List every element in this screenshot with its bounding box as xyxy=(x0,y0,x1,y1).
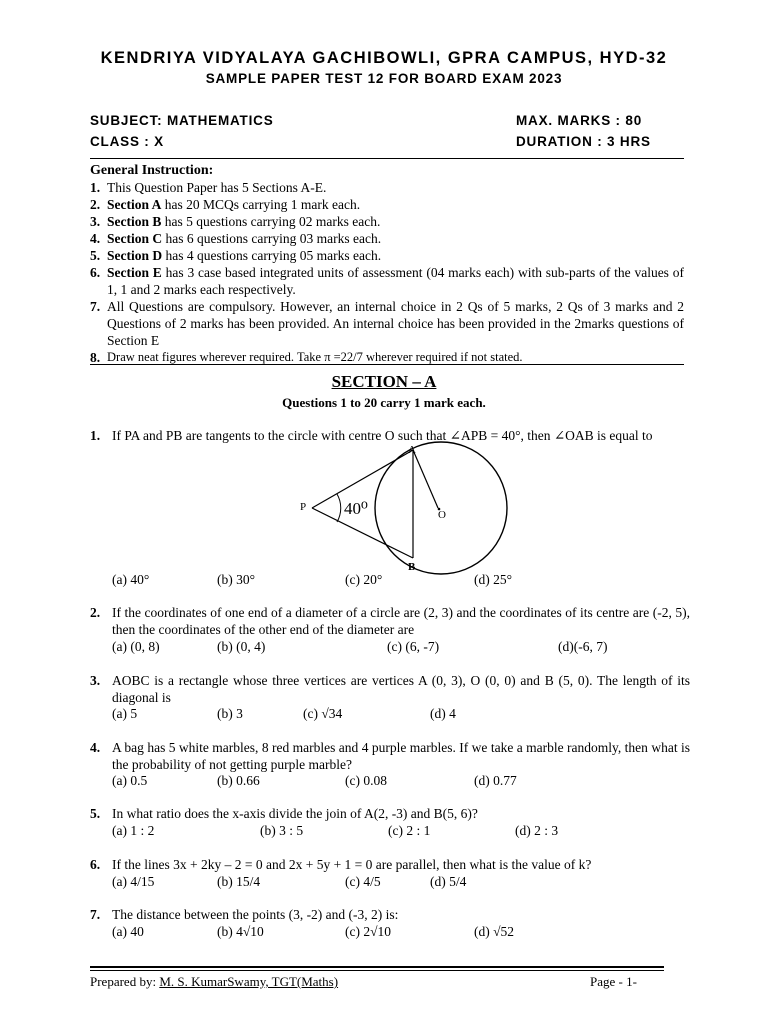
question-text: In what ratio does the x-axis divide the join of A(2, -3) and B(5, 6)? xyxy=(112,806,478,821)
label-o: O xyxy=(438,509,446,521)
option-d: (d) √52 xyxy=(474,924,515,939)
question-text: The distance between the points (3, -2) and (-3, 2) is: xyxy=(112,907,399,922)
option-a: (a) 4/15 xyxy=(112,874,155,889)
question-7: 7. The distance between the points (3, -2) and (-3, 2) is: xyxy=(90,907,690,924)
question-text: If PA and PB are tangents to the circle with centre O such that ∠APB = 40°, then ∠OAB is equal to xyxy=(112,428,653,443)
question-text: If the lines 3x + 2ky – 2 = 0 and 2x + 5y + 1 = 0 are parallel, then what is the value of k? xyxy=(112,857,592,872)
option-a: (a) 0.5 xyxy=(112,773,148,788)
instruction-item: 5. Section D has 4 questions carrying 05 marks each. xyxy=(90,248,382,263)
option-d: (d) 2 : 3 xyxy=(515,823,559,838)
option-c: (c) 2√10 xyxy=(345,924,392,939)
instruction-item: 8. Draw neat figures wherever required. Take π =22/7 wherever required if not stated. xyxy=(90,350,523,365)
footer-divider-thin xyxy=(90,970,664,971)
option-c: (c) 2 : 1 xyxy=(388,823,431,838)
subject-label: SUBJECT: MATHEMATICS xyxy=(90,113,274,128)
option-d: (d) 25° xyxy=(474,572,513,587)
question-5: 5. In what ratio does the x-axis divide the join of A(2, -3) and B(5, 6)? xyxy=(90,806,690,823)
question-6: 6. If the lines 3x + 2ky – 2 = 0 and 2x + 5y + 1 = 0 are parallel, then what is the value of k? xyxy=(90,857,690,874)
footer-prepared-by: Prepared by: M. S. KumarSwamy, TGT(Maths) xyxy=(90,974,339,989)
option-d: (d) 0.77 xyxy=(474,773,517,788)
option-a: (a) 40° xyxy=(112,572,150,587)
page-number: Page - 1- xyxy=(590,974,637,989)
header-divider xyxy=(90,158,684,159)
question-text: A bag has 5 white marbles, 8 red marbles and 4 purple marbles. If we take a marble randomly, then what is the probability of not getting purple marble? xyxy=(112,740,690,772)
question-4: 4. A bag has 5 white marbles, 8 red marbles and 4 purple marbles. If we take a marble randomly, then what is the probability of not getting purple marble? xyxy=(90,740,690,772)
section-title: SECTION – A xyxy=(331,372,437,391)
instruction-item: 2. Section A has 20 MCQs carrying 1 mark each. xyxy=(90,197,361,212)
question-text: If the coordinates of one end of a diameter of a circle are (2, 3) and the coordinates of its centre are (-2, 5), then the coordinates of the other end of the diameter are xyxy=(112,605,690,637)
question-3: 3. AOBC is a rectangle whose three vertices are vertices A (0, 3), O (0, 0) and B (5, 0). The length of its diagonal is xyxy=(90,673,690,705)
instruction-item: 6. Section E has 3 case based integrated units of assessment (04 marks each) with sub-parts of the values of 1, 1 and 2 marks each respectively. xyxy=(90,265,684,297)
instruction-item: 4. Section C has 6 questions carrying 03 marks each. xyxy=(90,231,382,246)
option-b: (b) 30° xyxy=(217,572,256,587)
instructions-title: General Instruction: xyxy=(90,163,214,178)
circle xyxy=(375,442,507,574)
option-c: (c) (6, -7) xyxy=(387,639,440,654)
option-b: (b) 0.66 xyxy=(217,773,260,788)
option-c: (c) 4/5 xyxy=(345,874,381,889)
option-a: (a) 40 xyxy=(112,924,144,939)
author-name: M. S. KumarSwamy, TGT(Maths) xyxy=(159,974,339,989)
question-2: 2. If the coordinates of one end of a diameter of a circle are (2, 3) and the coordinates of its centre are (-2, 5), then the coordinates of the other end of the diameter are xyxy=(90,605,690,637)
question-1: 1. If PA and PB are tangents to the circle with centre O such that ∠APB = 40°, then ∠OAB is equal to xyxy=(90,428,690,445)
option-a: (a) 5 xyxy=(112,706,138,721)
angle-label: 40⁰ xyxy=(344,499,368,518)
option-c: (c) 0.08 xyxy=(345,773,387,788)
option-d: (d) 5/4 xyxy=(430,874,467,889)
option-b: (b) 3 : 5 xyxy=(260,823,304,838)
option-b: (b) 3 xyxy=(217,706,243,721)
instruction-item: 7. All Questions are compulsory. However, an internal choice in 2 Qs of 5 marks, 2 Qs of 3 marks and 2 Questions of 2 marks has been provided. An internal choice has been provided in the 2marks questions of Section E xyxy=(90,299,684,348)
instruction-item: 1. This Question Paper has 5 Sections A-E. xyxy=(90,180,327,195)
option-a: (a) 1 : 2 xyxy=(112,823,155,838)
instruction-item: 3. Section B has 5 questions carrying 02 marks each. xyxy=(90,214,381,229)
instructions-divider xyxy=(90,364,684,365)
duration-label: DURATION : 3 HRS xyxy=(516,134,651,149)
angle-arc xyxy=(337,494,341,522)
paper-title: SAMPLE PAPER TEST 12 FOR BOARD EXAM 2023 xyxy=(205,71,563,86)
option-c: (c) √34 xyxy=(303,706,343,721)
question-text: AOBC is a rectangle whose three vertices are vertices A (0, 3), O (0, 0) and B (5, 0). The length of its diagonal is xyxy=(112,673,690,705)
class-label: CLASS : X xyxy=(90,134,164,149)
option-b: (b) 4√10 xyxy=(217,924,264,939)
option-a: (a) (0, 8) xyxy=(112,639,160,654)
radius-oa xyxy=(413,450,438,508)
max-marks-label: MAX. MARKS : 80 xyxy=(516,113,643,128)
section-subtitle: Questions 1 to 20 carry 1 mark each. xyxy=(282,395,486,410)
school-name: KENDRIYA VIDYALAYA GACHIBOWLI, GPRA CAMPUS, HYD-32 xyxy=(100,49,668,67)
option-b: (b) (0, 4) xyxy=(217,639,266,654)
footer-divider xyxy=(90,966,664,968)
option-d: (d)(-6, 7) xyxy=(558,639,608,654)
general-instructions xyxy=(90,162,684,366)
option-b: (b) 15/4 xyxy=(217,874,261,889)
option-c: (c) 20° xyxy=(345,572,383,587)
option-d: (d) 4 xyxy=(430,706,456,721)
label-p: P xyxy=(300,501,307,513)
tangent-circle-figure xyxy=(290,440,510,575)
label-b: B xyxy=(408,561,416,573)
label-a: A xyxy=(408,444,416,456)
